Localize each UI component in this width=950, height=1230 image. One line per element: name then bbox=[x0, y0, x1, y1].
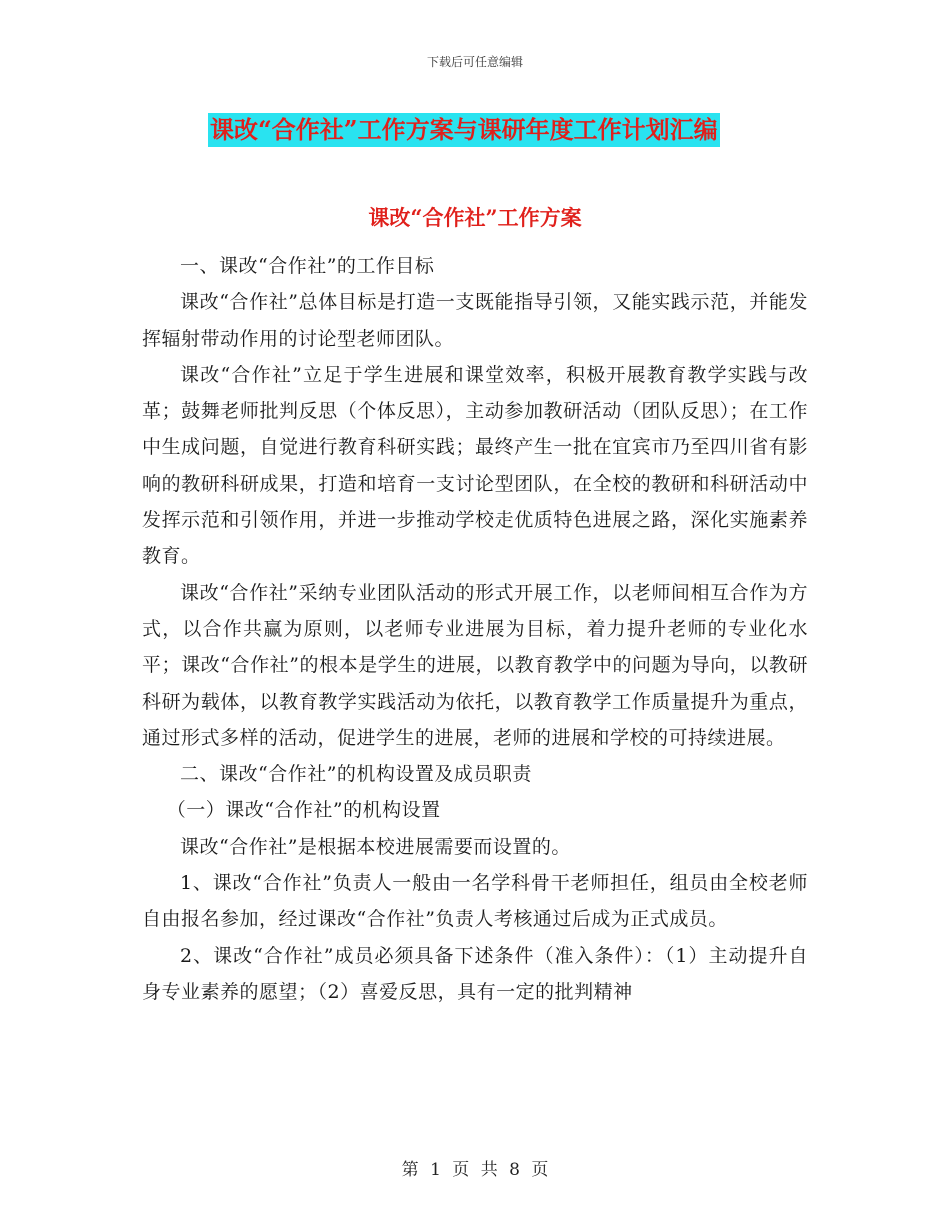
body-paragraph: 课改“合作社”总体目标是打造一支既能指导引领，又能实践示范，并能发挥辐射带动作用的讨论型老师团队。 bbox=[142, 291, 808, 350]
section-title: 课改“合作社”工作方案 bbox=[368, 205, 582, 230]
heading-paragraph: 一、课改“合作社”的工作目标 bbox=[180, 255, 435, 277]
document-title: 课改“合作社”工作方案与课研年度工作计划汇编 bbox=[208, 113, 720, 147]
page-number-footer: 第 1 页 共 8 页 bbox=[401, 1160, 549, 1180]
body-paragraph: 2、课改“合作社”成员必须具备下述条件（准入条件）：（1）主动提升自身专业素养的愿望；（2）喜爱反思，具有一定的批判精神 bbox=[142, 944, 808, 1003]
document-body bbox=[142, 248, 808, 1010]
body-paragraph: 课改“合作社”是根据本校进展需要而设置的。 bbox=[180, 835, 571, 858]
body-paragraph: 课改“合作社”采纳专业团队活动的形式开展工作，以老师间相互合作为方式，以合作共赢为原则，以老师专业进展为目标，着力提升老师的专业化水平；课改“合作社”的根本是学生的进展，以教育教学中的问题为导向，以教研科研为载体，以教育教学实践活动为依托，以教育教学工作质量提升为重点，通过形式多样的活动，促进学生的进展，老师的进展和学校的可持续进展。 bbox=[142, 581, 808, 749]
subheading-paragraph: （一）课改“合作社”的机构设置 bbox=[166, 799, 441, 822]
body-paragraph: 课改“合作社”立足于学生进展和课堂效率，积极开展教育教学实践与改革；鼓舞老师批判反思（个体反思），主动参加教研活动（团队反思）；在工作中生成问题，自觉进行教育科研实践；最终产生一批在宜宾市乃至四川省有影响的教研科研成果，打造和培育一支讨论型团队，在全校的教研和科研活动中发挥示范和引领作用，并进一步推动学校走优质特色进展之路，深化实施素养教育。 bbox=[142, 363, 808, 568]
heading-paragraph: 二、课改“合作社”的机构设置及成员职责 bbox=[180, 763, 532, 786]
body-paragraph: 1、课改“合作社”负责人一般由一名学科骨干老师担任，组员由全校老师自由报名参加，经过课改“合作社”负责人考核通过后成为正式成员。 bbox=[142, 872, 808, 931]
header-note: 下载后可任意编辑 bbox=[426, 55, 523, 69]
